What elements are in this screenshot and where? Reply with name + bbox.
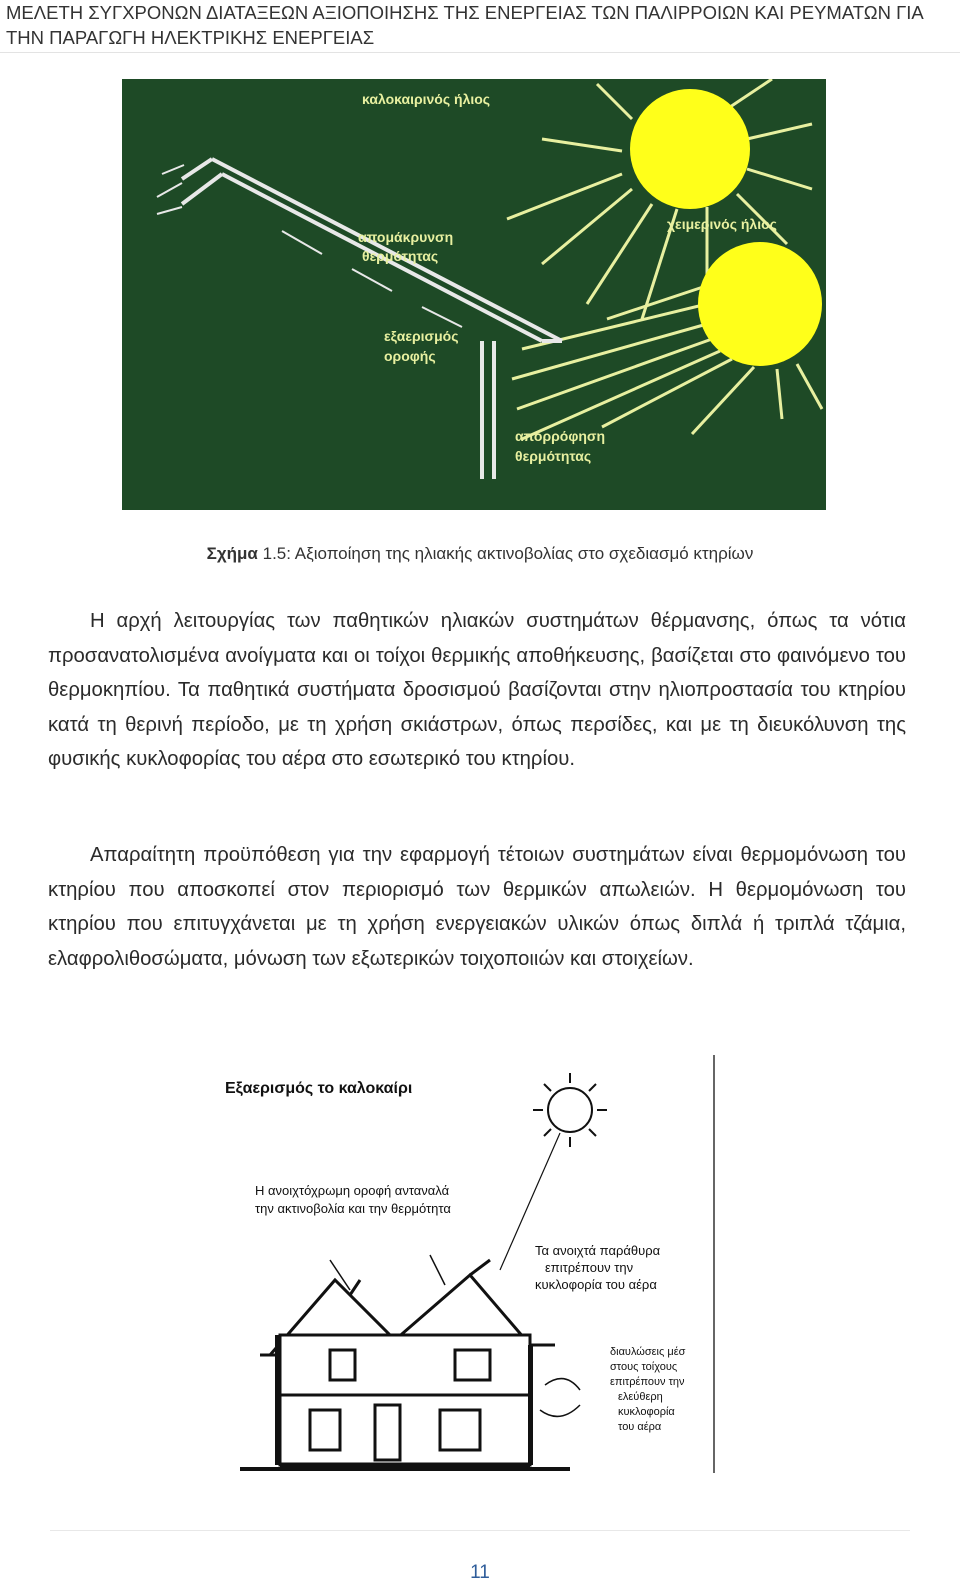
- heat-absorb-label-2: θερμότητας: [515, 448, 592, 464]
- footer-divider: [50, 1530, 910, 1531]
- walls-label-2: στους τοίχους: [610, 1361, 678, 1373]
- summer-sun-label: καλοκαιρινός ήλιος: [362, 91, 491, 107]
- caption-prefix: Σχήμα: [206, 544, 258, 563]
- heat-removal-label-2: θερμότητας: [362, 248, 439, 264]
- walls-label-5: κυκλοφορία: [618, 1406, 675, 1418]
- winter-sun: [698, 242, 822, 366]
- windows-label-2: επιτρέπουν την: [545, 1260, 634, 1275]
- page-header: [0, 0, 960, 53]
- windows-label-1: Τα ανοιχτά παράθυρα: [535, 1243, 661, 1258]
- walls-label-1: διαυλώσεις μέσ: [610, 1346, 686, 1358]
- windows-label-3: κυκλοφορία του αέρα: [535, 1277, 657, 1292]
- roof-vent-label-1: εξαερισμός: [384, 328, 459, 344]
- summer-sun: [630, 89, 750, 209]
- paragraph-2: Απαραίτητη προϋπόθεση για την εφαρμογή τέτοιων συστημάτων είναι θερμομόνωση του κτηρίου που αποσκοπεί στον περιορισμό των θερμικών απωλειών. Η θερμομόνωση του κτηρίου που επιτυγχάνεται με τη χρήση ενεργειακών υλικών όπως διπλά ή τριπλά τζάμια, ελαφρολιθοσώματα, μόνωση των εξωτερικών τοιχοποιιών και στοιχείων.: [48, 844, 906, 970]
- caption-text: 1.5: Αξιοποίηση της ηλιακής ακτινοβολίας στο σχεδιασμό κτηρίων: [257, 544, 754, 563]
- solar-radiation-figure: [122, 79, 826, 510]
- walls-label-3: επιτρέπουν την: [610, 1376, 685, 1388]
- page-number: 11: [470, 1562, 490, 1583]
- winter-sun-label: χειμερινός ήλιος: [667, 216, 777, 232]
- heat-removal-label-1: απομάκρυνση: [358, 229, 454, 245]
- heat-absorb-label-1: απορρόφηση: [515, 428, 606, 444]
- roof-label-1: Η ανοιχτόχρωμη οροφή ανταναλά: [255, 1183, 450, 1198]
- figure-caption: [0, 544, 960, 564]
- roof-label-2: την ακτινοβολία και την θερμότητα: [255, 1201, 451, 1216]
- walls-label-6: του αέρα: [618, 1421, 662, 1433]
- summer-ventilation-figure: [200, 1055, 740, 1500]
- roof-vent-label-2: οροφής: [384, 348, 436, 364]
- walls-label-4: ελεύθερη: [618, 1391, 663, 1403]
- document-title: ΜΕΛΕΤΗ ΣΥΓΧΡΟΝΩΝ ΔΙΑΤΑΞΕΩΝ ΑΞΙΟΠΟΙΗΣΗΣ ΤΗΣ ΕΝΕΡΓΕΙΑΣ ΤΩΝ ΠΑΛΙΡΡΟΙΩΝ ΚΑΙ ΡΕΥΜΑΤΩΝ ΓΙΑ ΤΗΝ ΠΑΡΑΓΩΓΗ ΗΛΕΚΤΡΙΚΗΣ ΕΝΕΡΓΕΙΑΣ: [6, 2, 923, 48]
- figure2-title: Εξαερισμός το καλοκαίρι: [225, 1080, 413, 1097]
- paragraph-1: Η αρχή λειτουργίας των παθητικών ηλιακών συστημάτων θέρμανσης, όπως τα νότια προσανατολισμένα ανοίγματα και οι τοίχοι θερμικής αποθήκευσης, βασίζεται στο φαινόμενο του θερμοκηπίου. Τα παθητικά συστήματα δροσισμού βασίζονται στην ηλιοπροστασία του κτηρίου κατά τη θερινή περίοδο, με τη χρήση σκιάστρων, όπως περσίδες, και με τη διευκόλυνση της φυσικής κυκλοφορίας του αέρα στο εσωτερικό του κτηρίου.: [48, 610, 906, 771]
